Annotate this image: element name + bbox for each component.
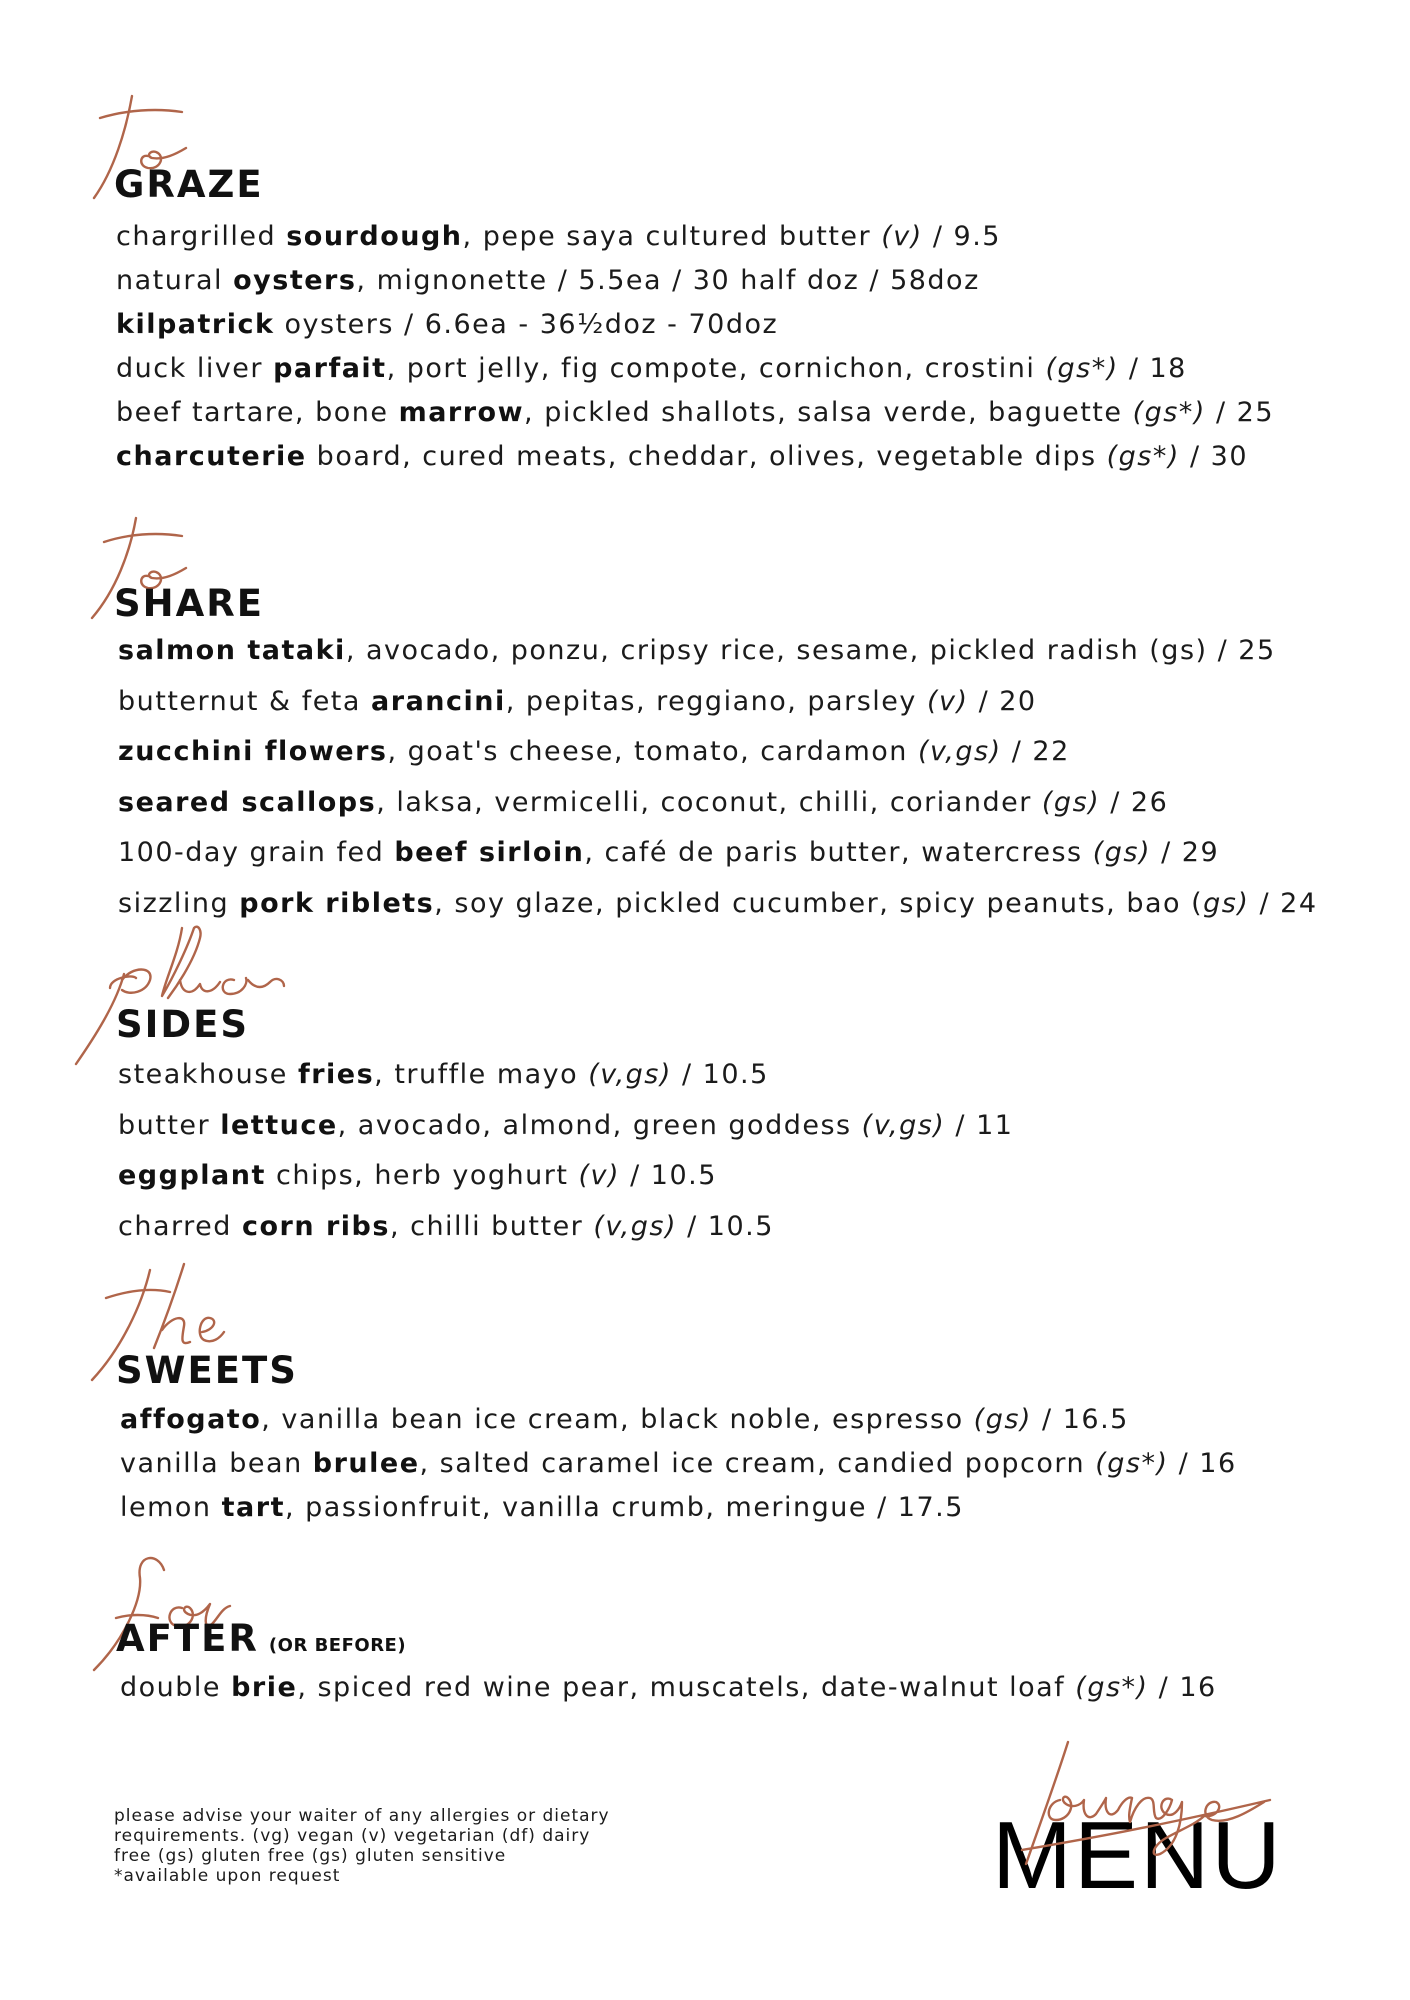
menu-item: zucchini flowers, goat's cheese, tomato, cardamon (v,gs) / 22 — [118, 736, 1070, 767]
menu-item: double brie, spiced red wine pear, muscatels, date-walnut loaf (gs*) / 16 — [120, 1672, 1217, 1703]
menu-item: beef tartare, bone marrow, pickled shallots, salsa verde, baguette (gs*) / 25 — [116, 397, 1274, 428]
menu-item: natural oysters, mignonette / 5.5ea / 30 half doz / 58doz — [116, 265, 980, 296]
menu-item: chargrilled sourdough, pepe saya cultured butter (v) / 9.5 — [116, 221, 1001, 252]
heading-share: SHARE — [114, 582, 265, 625]
brand-menu-title: MENU — [992, 1802, 1283, 1909]
after-item-list — [120, 1666, 1217, 1710]
heading-sweets: SWEETS — [116, 1349, 298, 1392]
allergy-note-line: requirements. (vg) vegan (v) vegetarian (df) dairy — [114, 1826, 591, 1846]
menu-item: 100-day grain fed beef sirloin, café de paris butter, watercress (gs) / 29 — [118, 837, 1220, 868]
menu-item: salmon tataki, avocado, ponzu, cripsy rice, sesame, pickled radish (gs) / 25 — [118, 635, 1276, 666]
menu-item: butternut & feta arancini, pepitas, reggiano, parsley (v) / 20 — [118, 685, 1037, 717]
menu-item: vanilla bean brulee, salted caramel ice cream, candied popcorn (gs*) / 16 — [120, 1448, 1237, 1479]
menu-item: charred corn ribs, chilli butter (v,gs) / 10.5 — [118, 1210, 774, 1242]
allergy-note — [114, 1806, 674, 1886]
menu-item: lemon tart, passionfruit, vanilla crumb, meringue / 17.5 — [120, 1492, 964, 1523]
allergy-note-line: free (gs) gluten free (gs) gluten sensitive — [114, 1846, 507, 1866]
menu-item: duck liver parfait, port jelly, fig compote, cornichon, crostini (gs*) / 18 — [116, 353, 1187, 384]
menu-item: charcuterie board, cured meats, cheddar, olives, vegetable dips (gs*) / 30 — [116, 441, 1249, 472]
sweets-item-list — [120, 1398, 1237, 1530]
menu-item: sizzling pork riblets, soy glaze, pickled cucumber, spicy peanuts, bao (gs) / 24 — [118, 887, 1318, 919]
menu-item: steakhouse fries, truffle mayo (v,gs) / 10.5 — [118, 1059, 769, 1090]
script-word-lounge — [1020, 1728, 1280, 1870]
menu-item: butter lettuce, avocado, almond, green goddess (v,gs) / 11 — [118, 1109, 1014, 1141]
menu-item: eggplant chips, herb yoghurt (v) / 10.5 — [118, 1160, 717, 1191]
menu-item: seared scallops, laksa, vermicelli, coconut, chilli, coriander (gs) / 26 — [118, 786, 1169, 818]
heading-after-title: AFTER — [116, 1617, 259, 1660]
share-item-list — [118, 626, 1318, 929]
heading-sides: SIDES — [116, 1003, 250, 1046]
heading-after-subheading: (OR BEFORE) — [268, 1635, 407, 1656]
menu-item: kilpatrick oysters / 6.6ea - 36½doz - 70doz — [116, 309, 779, 340]
allergy-note-line: please advise your waiter of any allergies or dietary — [114, 1806, 610, 1826]
heading-graze: GRAZE — [114, 163, 264, 206]
graze-item-list — [116, 215, 1274, 479]
menu-item: affogato, vanilla bean ice cream, black noble, espresso (gs) / 16.5 — [120, 1404, 1129, 1435]
allergy-note-line: *available upon request — [114, 1866, 341, 1886]
sides-item-list — [118, 1050, 1013, 1252]
heading-after — [116, 1617, 406, 1660]
